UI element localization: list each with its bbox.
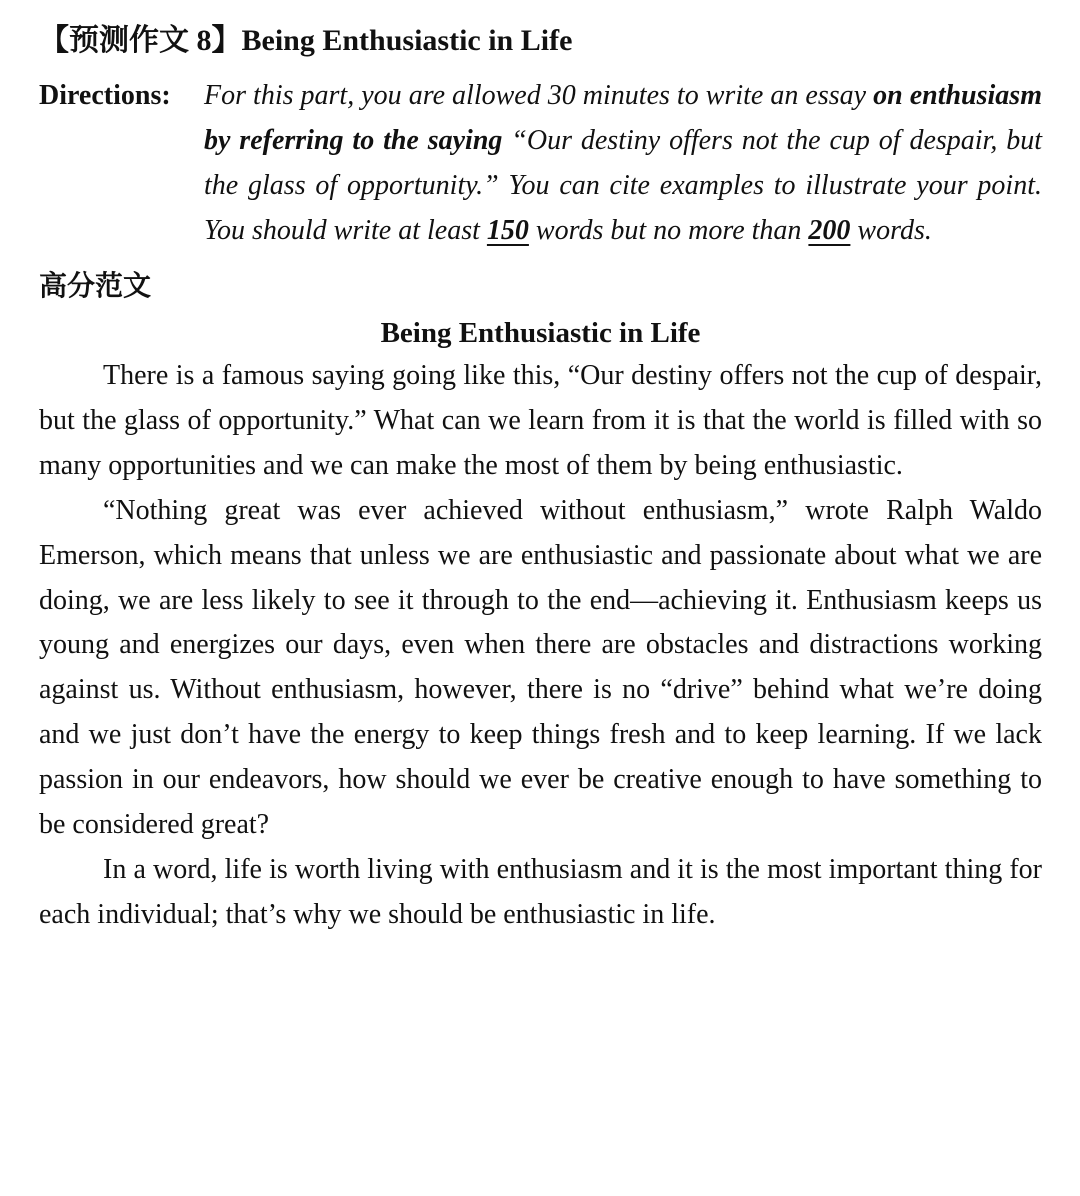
essay-paragraph-1: There is a famous saying going like this, “Our destiny offers not the cup of despair, but the glass of opportunity.” What can we learn from it is that the world is filled with so many opportunities and we can make the most of them by being enthusiastic. bbox=[39, 360, 1042, 481]
directions-text-part4: words. bbox=[850, 215, 932, 246]
directions-text-bold: on enthusiasm by referring to the saying bbox=[204, 80, 1042, 156]
directions-text-part2: “Our destiny offers not the cup of despair, but the glass of opportunity.” You can cite examples to illustrate your point. You should write at least bbox=[204, 125, 1042, 246]
directions-label: Directions: bbox=[39, 80, 171, 111]
page-heading bbox=[39, 20, 1042, 62]
directions-text-part3: words but no more than bbox=[528, 215, 809, 246]
directions-block bbox=[39, 73, 1042, 253]
essay-title: Being Enthusiastic in Life bbox=[380, 317, 701, 349]
document-page bbox=[39, 20, 1042, 938]
section-label: 高分范文 bbox=[39, 269, 152, 302]
min-words: 150 bbox=[486, 215, 529, 246]
heading-title: Being Enthusiastic in Life bbox=[241, 24, 573, 57]
directions-text bbox=[204, 73, 1042, 253]
directions-text-part1: For this part, you are allowed 30 minutes to write an essay bbox=[204, 80, 874, 111]
essay-paragraph-3: In a word, life is worth living with enthusiasm and it is the most important thing for each individual; that’s why we should be enthusiastic in life. bbox=[39, 853, 1042, 930]
max-words: 200 bbox=[808, 215, 851, 246]
essay-paragraph-2: “Nothing great was ever achieved without enthusiasm,” wrote Ralph Waldo Emerson, which means that unless we are enthusiastic and passionate about what we are doing, we are less likely to see it through to the end—achieving it. Enthusiasm keeps us young and energizes our days, even when there are obstacles and distractions working against us. Without enthusiasm, however, there is no “drive” behind what we’re doing and we just don’t have the energy to keep things fresh and to keep learning. If we lack passion in our endeavors, how should we ever be creative enough to have something to be considered great? bbox=[39, 494, 1042, 841]
heading-tag: 【预测作文 8】 bbox=[39, 24, 242, 57]
